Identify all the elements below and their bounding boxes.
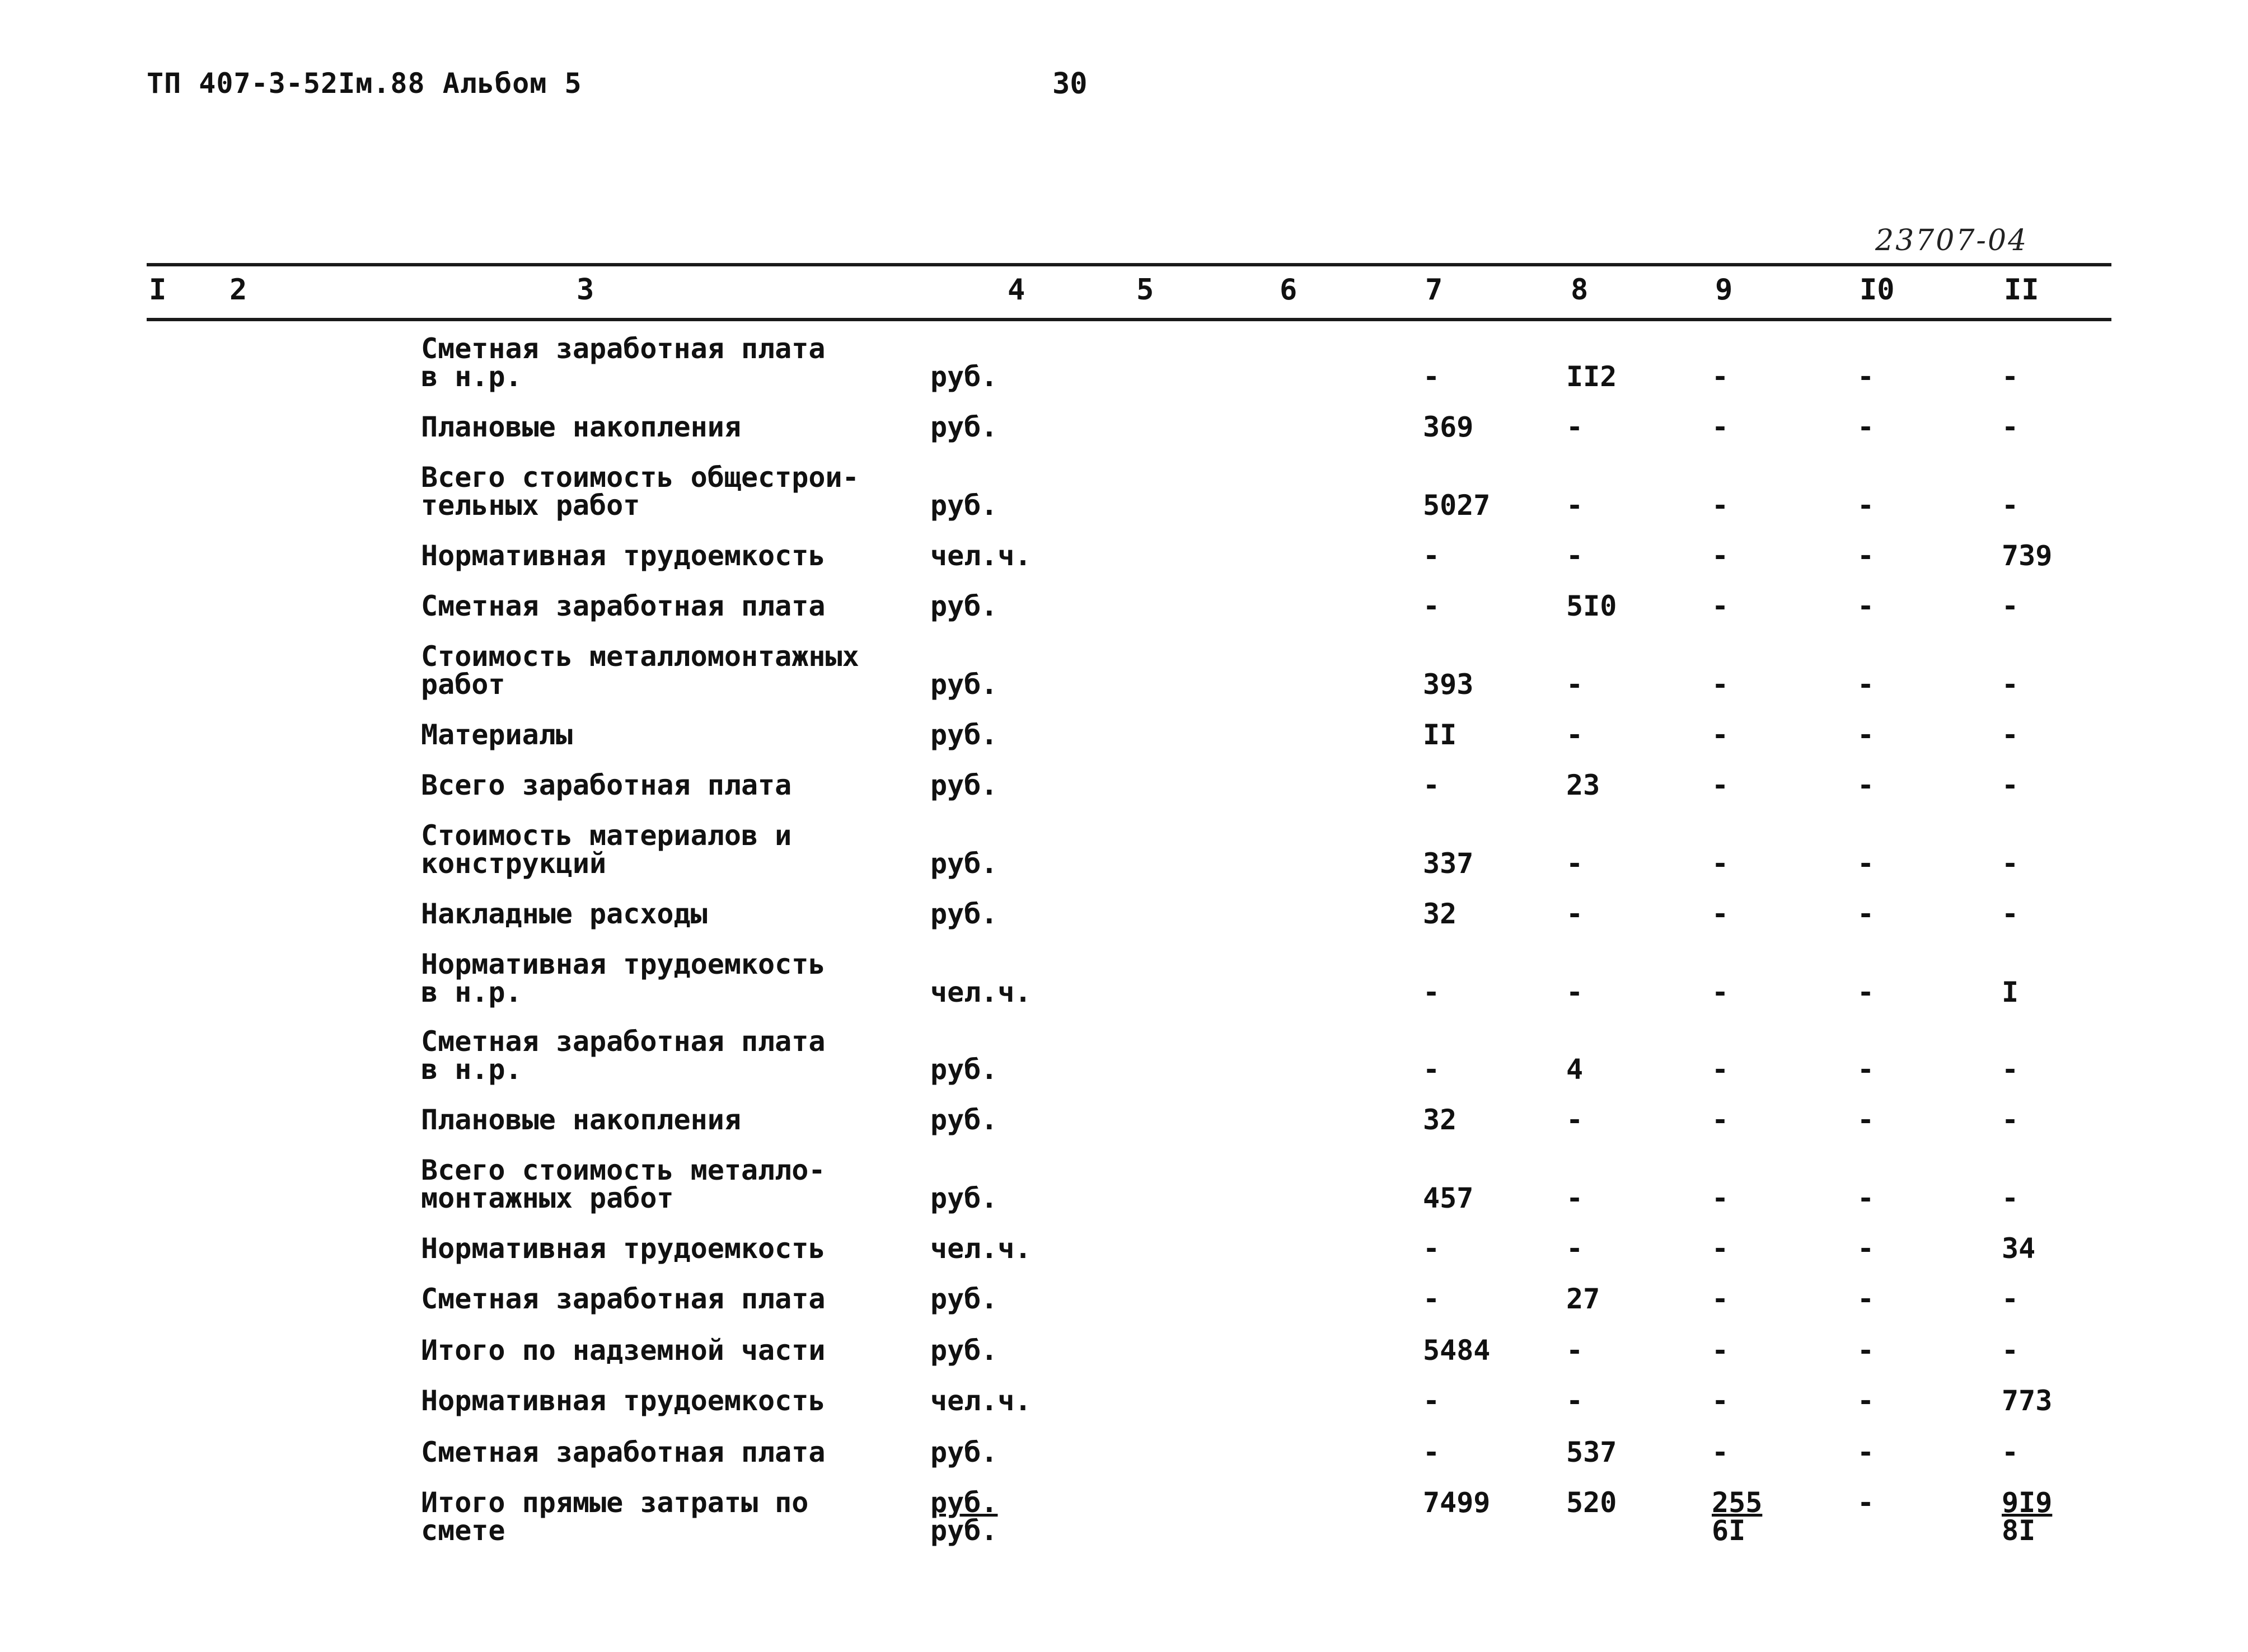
row-col9: -	[1712, 590, 1729, 622]
row-unit: чел.ч.	[930, 976, 1032, 1008]
row-col8: -	[1566, 1385, 1584, 1417]
row-unit: руб.	[930, 590, 998, 622]
row-col9: -	[1712, 847, 1729, 880]
column-header-9: 9	[1715, 273, 1733, 307]
row-col9: -	[1712, 489, 1729, 522]
row-col11: -	[2002, 898, 2019, 930]
row-col8: -	[1566, 1334, 1584, 1367]
row-col7: 457	[1423, 1182, 1474, 1214]
row-name: Итого прямые затраты по смете	[421, 1486, 809, 1547]
row-col7: 32	[1423, 898, 1457, 930]
row-col7: 393	[1423, 668, 1474, 701]
row-col7: 5484	[1423, 1334, 1491, 1367]
row-col10: -	[1857, 719, 1875, 751]
row-col10: -	[1857, 1182, 1875, 1214]
row-unit: руб.	[930, 1436, 998, 1468]
column-header-11: II	[2004, 273, 2039, 307]
row-col11: -	[2002, 1283, 2019, 1315]
row-col7: 369	[1423, 411, 1474, 443]
row-col8: 4	[1566, 1053, 1584, 1086]
row-col11: -	[2002, 1104, 2019, 1136]
table-top-rule	[147, 263, 2111, 266]
row-col9: -	[1712, 539, 1729, 572]
column-header-8: 8	[1571, 273, 1589, 307]
page-number: 30	[1052, 67, 1088, 101]
row-col9: 255 6I	[1712, 1486, 1763, 1547]
row-unit: руб.	[930, 1104, 998, 1136]
row-col7: 32	[1423, 1104, 1457, 1136]
row-col7: -	[1423, 590, 1440, 622]
row-col8: 537	[1566, 1436, 1617, 1468]
row-name: Плановые накопления	[421, 1104, 741, 1136]
row-name: Всего стоимость металло- монтажных работ	[421, 1154, 826, 1214]
row-unit: руб.	[930, 360, 998, 393]
row-name: Накладные расходы	[421, 898, 708, 930]
row-unit: руб.	[930, 769, 998, 801]
row-unit: руб.	[930, 719, 998, 751]
row-name: Сметная заработная плата в н.р.	[421, 1025, 826, 1086]
column-header-7: 7	[1425, 273, 1443, 307]
row-col11: -	[2002, 1182, 2019, 1214]
row-col11: 773	[2002, 1385, 2053, 1417]
row-col7: 7499	[1423, 1486, 1491, 1519]
row-unit: руб.	[930, 489, 998, 522]
row-col11: -	[2002, 411, 2019, 443]
row-name: Сметная заработная плата в н.р.	[421, 332, 826, 393]
column-header-2: 2	[230, 273, 247, 307]
row-col10: -	[1857, 360, 1875, 393]
row-unit: чел.ч.	[930, 539, 1032, 572]
column-header-1: I	[149, 273, 167, 307]
row-col11: I	[2002, 976, 2019, 1008]
column-header-3: 3	[577, 273, 594, 307]
row-col10: -	[1857, 769, 1875, 801]
row-col11: -	[2002, 668, 2019, 701]
row-unit: руб.	[930, 1283, 998, 1315]
row-name: Материалы	[421, 719, 573, 751]
row-col9: -	[1712, 360, 1729, 393]
row-col9: -	[1712, 769, 1729, 801]
row-col10: -	[1857, 668, 1875, 701]
row-col7: -	[1423, 1053, 1440, 1086]
row-name: Нормативная трудоемкость	[421, 1232, 826, 1265]
row-col9: -	[1712, 898, 1729, 930]
row-col7: -	[1423, 769, 1440, 801]
row-col10: -	[1857, 539, 1875, 572]
row-unit: руб.	[930, 668, 998, 701]
row-unit: руб.	[930, 411, 998, 443]
row-col9: -	[1712, 1232, 1729, 1265]
row-col8: -	[1566, 1232, 1584, 1265]
column-header-5: 5	[1136, 273, 1154, 307]
row-col8: II2	[1566, 360, 1617, 393]
row-col10: -	[1857, 976, 1875, 1008]
document-header: ТП 407-3-52Iм.88 Альбом 5	[147, 67, 582, 100]
row-col10: -	[1857, 489, 1875, 522]
row-col9: -	[1712, 1104, 1729, 1136]
row-col9: -	[1712, 1283, 1729, 1315]
row-col8: -	[1566, 976, 1584, 1008]
row-unit: руб.	[930, 898, 998, 930]
row-col7: II	[1423, 719, 1457, 751]
row-col8: 23	[1566, 769, 1600, 801]
row-col9: -	[1712, 719, 1729, 751]
row-col8: -	[1566, 847, 1584, 880]
row-col7: -	[1423, 1283, 1440, 1315]
row-unit: руб.	[930, 1182, 998, 1214]
row-col8: -	[1566, 1104, 1584, 1136]
row-col10: -	[1857, 1104, 1875, 1136]
row-col7: -	[1423, 539, 1440, 572]
row-col8: 5I0	[1566, 590, 1617, 622]
row-col10: -	[1857, 411, 1875, 443]
row-name: Стоимость материалов и конструкций	[421, 819, 792, 880]
row-name: Сметная заработная плата	[421, 590, 826, 622]
inventory-number: 23707-04	[1875, 224, 2029, 257]
row-col9: -	[1712, 1182, 1729, 1214]
row-name: Нормативная трудоемкость	[421, 1385, 826, 1417]
row-unit: руб. руб.	[930, 1486, 998, 1547]
row-col9: -	[1712, 976, 1729, 1008]
row-name: Нормативная трудоемкость	[421, 539, 826, 572]
row-col7: 5027	[1423, 489, 1491, 522]
row-name: Сметная заработная плата	[421, 1283, 826, 1315]
row-col9: -	[1712, 1334, 1729, 1367]
row-col11: -	[2002, 1436, 2019, 1468]
row-name: Нормативная трудоемкость в н.р.	[421, 948, 826, 1008]
row-unit: руб.	[930, 847, 998, 880]
row-col8: -	[1566, 668, 1584, 701]
row-col11: -	[2002, 590, 2019, 622]
row-col9: -	[1712, 668, 1729, 701]
column-header-4: 4	[1008, 273, 1025, 307]
row-col7: -	[1423, 976, 1440, 1008]
row-unit: руб.	[930, 1334, 998, 1367]
column-header-10: I0	[1860, 273, 1895, 307]
row-col10: -	[1857, 1334, 1875, 1367]
row-col7: -	[1423, 1385, 1440, 1417]
row-col9: -	[1712, 1053, 1729, 1086]
row-col8: -	[1566, 539, 1584, 572]
row-col7: -	[1423, 1436, 1440, 1468]
row-name: Стоимость металломонтажных работ	[421, 640, 859, 701]
row-col10: -	[1857, 1436, 1875, 1468]
row-col8: -	[1566, 411, 1584, 443]
row-col10: -	[1857, 1283, 1875, 1315]
row-col8: -	[1566, 489, 1584, 522]
row-col10: -	[1857, 847, 1875, 880]
row-col11: -	[2002, 360, 2019, 393]
column-header-6: 6	[1280, 273, 1298, 307]
table-header-rule	[147, 318, 2111, 321]
row-col8: 27	[1566, 1283, 1600, 1315]
row-name: Всего стоимость общестрои- тельных работ	[421, 461, 859, 522]
row-unit: чел.ч.	[930, 1232, 1032, 1265]
row-col11: 9I9 8I	[2002, 1486, 2053, 1547]
row-col9: -	[1712, 1436, 1729, 1468]
row-col10: -	[1857, 1486, 1875, 1519]
row-col10: -	[1857, 898, 1875, 930]
row-col9: -	[1712, 411, 1729, 443]
row-unit: чел.ч.	[930, 1385, 1032, 1417]
row-col11: 739	[2002, 539, 2053, 572]
row-col8: -	[1566, 1182, 1584, 1214]
row-col10: -	[1857, 1053, 1875, 1086]
row-col11: -	[2002, 489, 2019, 522]
row-name: Всего заработная плата	[421, 769, 792, 801]
row-col11: -	[2002, 1053, 2019, 1086]
row-name: Плановые накопления	[421, 411, 741, 443]
row-col7: 337	[1423, 847, 1474, 880]
row-col11: -	[2002, 1334, 2019, 1367]
row-col8: 520	[1566, 1486, 1617, 1519]
row-col11: -	[2002, 769, 2019, 801]
row-unit: руб.	[930, 1053, 998, 1086]
row-col10: -	[1857, 1385, 1875, 1417]
row-name: Итого по надземной части	[421, 1334, 826, 1367]
row-name: Сметная заработная плата	[421, 1436, 826, 1468]
row-col7: -	[1423, 1232, 1440, 1265]
row-col8: -	[1566, 719, 1584, 751]
row-col9: -	[1712, 1385, 1729, 1417]
row-col11: 34	[2002, 1232, 2036, 1265]
row-col7: -	[1423, 360, 1440, 393]
row-col11: -	[2002, 847, 2019, 880]
row-col11: -	[2002, 719, 2019, 751]
row-col10: -	[1857, 590, 1875, 622]
row-col8: -	[1566, 898, 1584, 930]
row-col10: -	[1857, 1232, 1875, 1265]
